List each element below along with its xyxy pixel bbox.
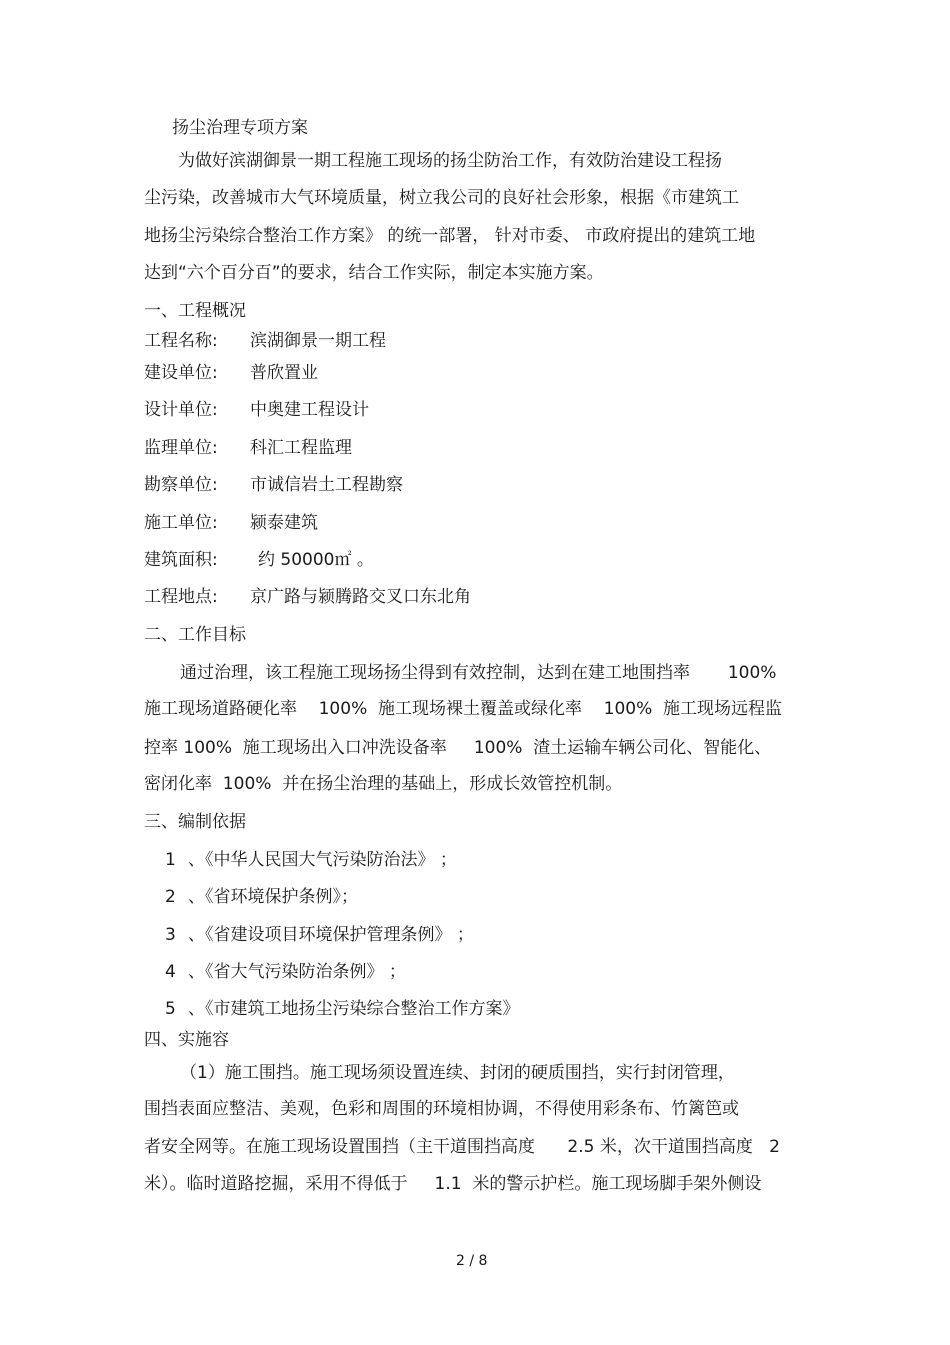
basis-item-number: 1 [165, 850, 176, 870]
info-label: 建筑面积: [144, 550, 218, 570]
goals-line-4: 密闭化率 100% 并在扬尘治理的基础上，形成长效管控机制。 [144, 774, 623, 794]
info-value: 京广路与颍腾路交叉口东北角 [250, 587, 471, 607]
intro-line-2: 尘污染，改善城市大气环境质量，树立我公司的良好社会形象，根据《市建筑工 [144, 188, 739, 208]
basis-item-text: 、《省建设项目环境保护管理条例》 ； [188, 925, 474, 945]
intro-line-3: 地扬尘污染综合整治工作方案》 的统一部署， 针对市委、 市政府提出的建筑工地 [144, 226, 756, 246]
page-number: 2 / 8 [456, 1253, 488, 1269]
implementation-line-3: 者安全网等。在施工现场设置围挡（主干道围挡高度 2.5 米，次干道围挡高度 2 [144, 1137, 780, 1157]
intro-line-4: 达到“六个百分百”的要求，结合工作实际，制定本实施方案。 [144, 263, 604, 283]
section-heading-basis: 三、编制依据 [144, 812, 246, 832]
info-value: 滨湖御景一期工程 [250, 331, 386, 351]
basis-item-number: 2 [165, 887, 176, 907]
info-value: 普欣置业 [250, 363, 318, 383]
info-label: 建设单位: [144, 363, 218, 383]
goals-line-3: 控率 100% 施工现场出入口冲洗设备率 100% 渣土运输车辆公司化、智能化、 [144, 738, 772, 758]
intro-line-1: 为做好滨湖御景一期工程施工现场的扬尘防治工作，有效防治建设工程扬 [178, 151, 722, 171]
section-heading-overview: 一、工程概况 [144, 301, 246, 321]
implementation-line-4: 米）。临时道路挖掘，采用不得低于 1.1 米的警示护栏。施工现场脚手架外侧设 [144, 1174, 762, 1194]
goals-line-1: 通过治理，该工程施工现场扬尘得到有效控制，达到在建工地围挡率 100% [180, 663, 777, 683]
info-value: 市诚信岩土工程勘察 [250, 475, 403, 495]
document-title: 扬尘治理专项方案 [172, 118, 308, 138]
info-label: 施工单位: [144, 513, 218, 533]
basis-item-text: 、《市建筑工地扬尘污染综合整治工作方案》 [188, 999, 520, 1019]
info-value: 中奥建工程设计 [250, 400, 369, 420]
basis-item-number: 4 [165, 962, 176, 982]
goals-line-2: 施工现场道路硬化率 100% 施工现场裸土覆盖或绿化率 100% 施工现场远程监 [144, 699, 783, 719]
section-heading-implementation: 四、实施容 [144, 1030, 229, 1050]
info-value: 约 50000㎡ 。 [258, 550, 374, 570]
basis-item-text: 、《省大气污染防治条例》 ； [188, 962, 406, 982]
info-value: 颍泰建筑 [250, 513, 318, 533]
info-label: 工程名称: [144, 331, 218, 351]
basis-item-text: 、《中华人民国大气污染防治法》 ； [188, 850, 457, 870]
info-label: 设计单位: [144, 400, 218, 420]
section-heading-goals: 二、工作目标 [144, 625, 246, 645]
info-label: 工程地点: [144, 587, 218, 607]
info-label: 勘察单位: [144, 475, 218, 495]
basis-item-number: 5 [165, 999, 176, 1019]
info-value: 科汇工程监理 [250, 438, 352, 458]
implementation-line-1: （1）施工围挡。施工现场须设置连续、封闭的硬质围挡，实行封闭管理， [180, 1063, 735, 1083]
basis-item-number: 3 [165, 925, 176, 945]
info-label: 监理单位: [144, 438, 218, 458]
basis-item-text: 、《省环境保护条例》； [188, 887, 358, 907]
implementation-line-2: 围挡表面应整洁、美观，色彩和周围的环境相协调，不得使用彩条布、竹篱笆或 [144, 1099, 739, 1119]
